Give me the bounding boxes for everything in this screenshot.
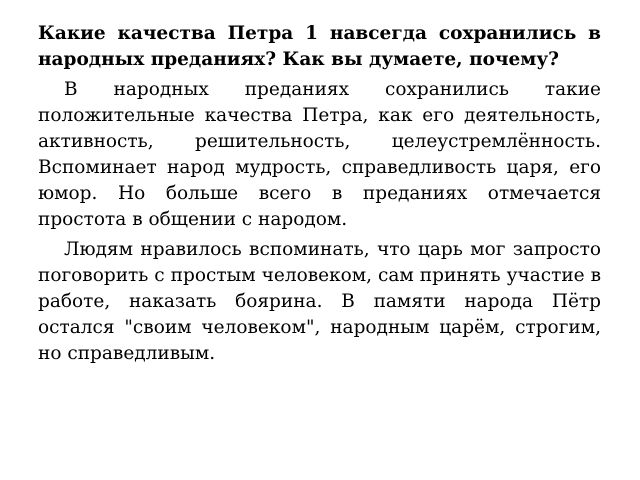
answer-paragraph-2: Людям нравилось вспоминать, что царь мог запросто поговорить с простым человеком, сам принять участие в работе, наказать боярина. В памяти народа Пётр остался "своим человеком", народным царём, строгим, но справедливым. <box>38 239 601 364</box>
document-page <box>38 21 601 367</box>
answer-paragraph-1: В народных преданиях сохранились такие положительные качества Петра, как его деятельность, активность, решительность, целеустремлённость. Вспоминает народ мудрость, справедливость царя, его юмор. Но больше всего в преданиях отмечается простота в общении с народом. <box>38 79 601 230</box>
question-heading: Какие качества Петра 1 навсегда сохранились в народных преданиях? Как вы думаете, почему? <box>38 23 601 70</box>
